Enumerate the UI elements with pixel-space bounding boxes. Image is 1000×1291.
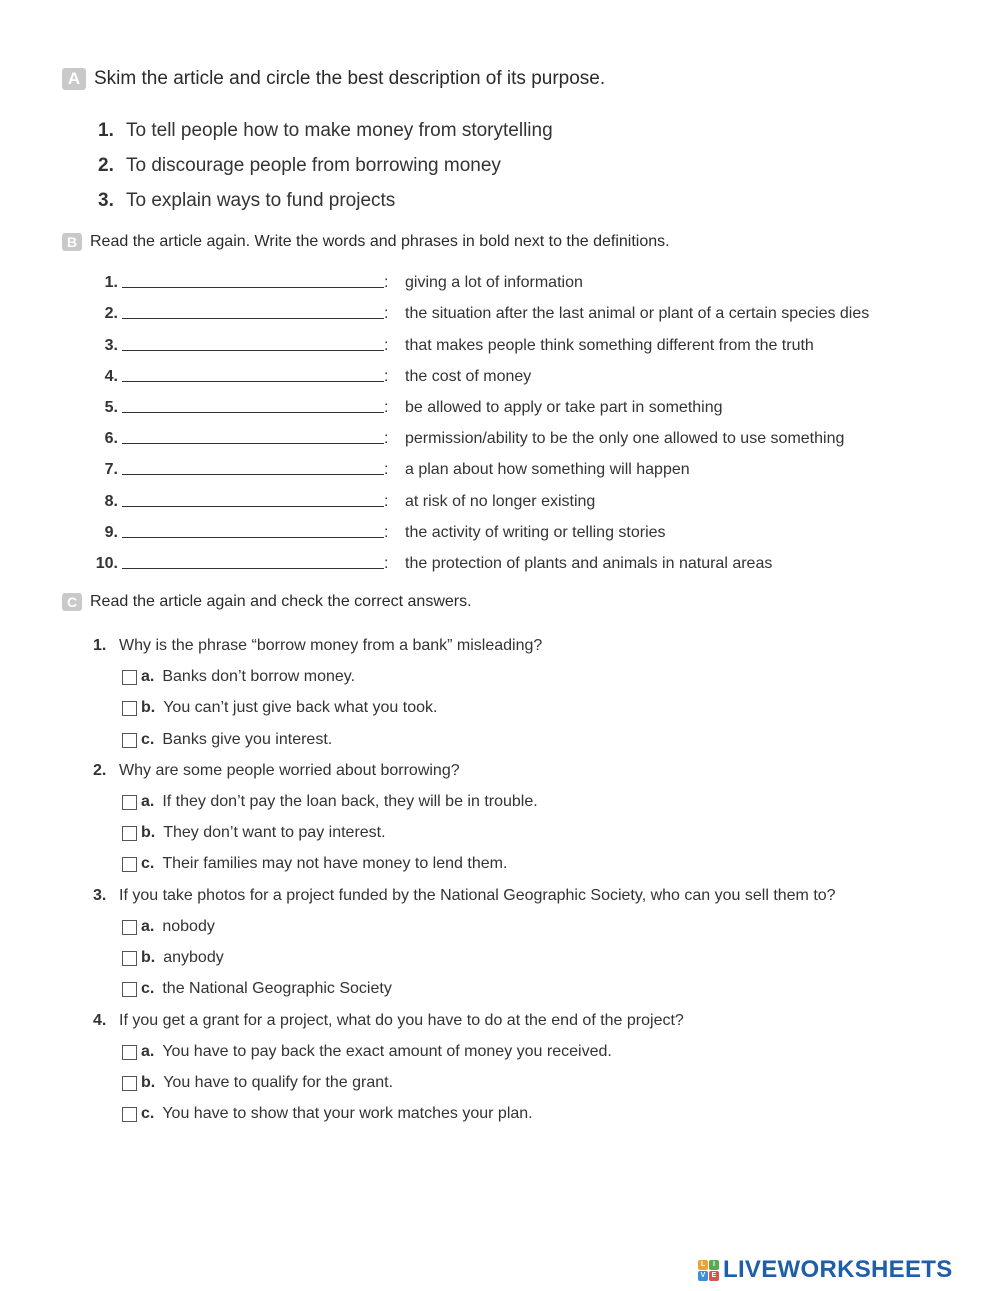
answer-option[interactable] [122, 1074, 393, 1092]
option-letter: c. [141, 980, 155, 997]
checkbox-icon[interactable] [122, 1045, 137, 1060]
logo-tile-icon: L [698, 1260, 708, 1270]
separator: : [384, 368, 389, 385]
section-a-header [62, 68, 605, 90]
question-number: 4. [93, 1012, 107, 1029]
answer-option[interactable] [122, 1105, 533, 1123]
definition-number: 10. [95, 555, 118, 572]
question-text: If you get a grant for a project, what do you have to do at the end of the project? [119, 1012, 684, 1029]
answer-option[interactable] [122, 1043, 612, 1061]
option-letter: b. [141, 824, 156, 841]
section-c-badge: C [62, 593, 82, 611]
option-text: If they don’t pay the loan back, they will be in trouble. [162, 793, 538, 810]
definition-number: 8. [104, 493, 118, 510]
definition-number: 2. [104, 305, 118, 322]
answer-blank[interactable] [122, 350, 384, 351]
separator: : [384, 337, 389, 354]
answer-option[interactable] [122, 668, 355, 686]
answer-blank[interactable] [122, 318, 384, 319]
answer-option[interactable] [122, 731, 332, 749]
option-text: Banks give you interest. [162, 731, 333, 748]
answer-blank[interactable] [122, 381, 384, 382]
section-c-header [62, 593, 472, 611]
question-number: 2. [93, 762, 107, 779]
logo-tile-icon: I [709, 1260, 719, 1270]
answer-blank[interactable] [122, 537, 384, 538]
question [93, 637, 542, 655]
definition-text: the cost of money [405, 368, 532, 385]
option-number: 3. [98, 190, 114, 211]
definition-number: 6. [104, 430, 118, 447]
option-letter: b. [141, 699, 156, 716]
answer-blank[interactable] [122, 474, 384, 475]
definition-number: 3. [104, 337, 118, 354]
definition-number: 5. [104, 399, 118, 416]
question [93, 1012, 684, 1030]
separator: : [384, 493, 389, 510]
checkbox-icon[interactable] [122, 920, 137, 935]
option-text: You have to qualify for the grant. [163, 1074, 394, 1091]
logo-tile-icon: E [709, 1271, 719, 1281]
logo-tile-icon: V [698, 1271, 708, 1281]
question-text: Why are some people worried about borrowing? [119, 762, 460, 779]
option-letter: c. [141, 855, 155, 872]
option-letter: c. [141, 731, 155, 748]
question [93, 762, 460, 780]
definition-number: 9. [104, 524, 118, 541]
definition-text: at risk of no longer existing [405, 493, 596, 510]
option-number: 2. [98, 155, 114, 176]
option-text: You have to show that your work matches your plan. [162, 1105, 533, 1122]
section-b-instruction: Read the article again. Write the words and phrases in bold next to the definitions. [90, 233, 670, 250]
liveworksheets-logo[interactable] [698, 1256, 953, 1284]
definition-text: giving a lot of information [405, 274, 583, 291]
option-text: the National Geographic Society [162, 980, 392, 997]
separator: : [384, 305, 389, 322]
section-a-instruction: Skim the article and circle the best description of its purpose. [94, 68, 606, 89]
checkbox-icon[interactable] [122, 982, 137, 997]
option-letter: b. [141, 1074, 156, 1091]
option-letter: b. [141, 949, 156, 966]
definition-number: 7. [104, 461, 118, 478]
section-b-header [62, 233, 670, 251]
definition-text: the activity of writing or telling stories [405, 524, 666, 541]
option-text: They don’t want to pay interest. [163, 824, 386, 841]
checkbox-icon[interactable] [122, 1076, 137, 1091]
question-number: 1. [93, 637, 107, 654]
answer-blank[interactable] [122, 412, 384, 413]
definition-number: 1. [104, 274, 118, 291]
question-number: 3. [93, 887, 107, 904]
option-text: You can’t just give back what you took. [163, 699, 438, 716]
logo-mark-icon [698, 1260, 719, 1281]
definition-number: 4. [104, 368, 118, 385]
checkbox-icon[interactable] [122, 795, 137, 810]
option-letter: a. [141, 668, 155, 685]
answer-option[interactable] [122, 918, 215, 936]
answer-blank[interactable] [122, 568, 384, 569]
option-text: To tell people how to make money from storytelling [126, 120, 553, 141]
option-text: To explain ways to fund projects [126, 190, 396, 211]
separator: : [384, 461, 389, 478]
purpose-option[interactable] [98, 155, 501, 177]
checkbox-icon[interactable] [122, 1107, 137, 1122]
checkbox-icon[interactable] [122, 701, 137, 716]
purpose-option[interactable] [98, 190, 395, 212]
purpose-option[interactable] [98, 120, 553, 142]
answer-option[interactable] [122, 824, 386, 842]
checkbox-icon[interactable] [122, 951, 137, 966]
answer-option[interactable] [122, 949, 224, 967]
section-a-badge: A [62, 68, 86, 90]
definition-text: permission/ability to be the only one allowed to use something [405, 430, 845, 447]
answer-option[interactable] [122, 855, 507, 873]
option-text: anybody [163, 949, 224, 966]
checkbox-icon[interactable] [122, 857, 137, 872]
option-text: You have to pay back the exact amount of money you received. [162, 1043, 612, 1060]
section-b-badge: B [62, 233, 82, 251]
checkbox-icon[interactable] [122, 670, 137, 685]
checkbox-icon[interactable] [122, 826, 137, 841]
logo-text: LIVEWORKSHEETS [723, 1256, 953, 1283]
option-number: 1. [98, 120, 114, 141]
question [93, 887, 836, 905]
option-text: Their families may not have money to lend them. [162, 855, 508, 872]
separator: : [384, 430, 389, 447]
definition-text: be allowed to apply or take part in something [405, 399, 723, 416]
separator: : [384, 274, 389, 291]
definition-text: the situation after the last animal or plant of a certain species dies [405, 305, 870, 322]
question-text: Why is the phrase “borrow money from a bank” misleading? [119, 637, 543, 654]
section-c-instruction: Read the article again and check the correct answers. [90, 593, 472, 610]
option-letter: a. [141, 793, 155, 810]
separator: : [384, 555, 389, 572]
separator: : [384, 399, 389, 416]
option-letter: a. [141, 1043, 155, 1060]
option-letter: a. [141, 918, 155, 935]
answer-option[interactable] [122, 980, 392, 998]
option-text: To discourage people from borrowing money [126, 155, 501, 176]
question-text: If you take photos for a project funded by the National Geographic Society, who can you sell them to? [119, 887, 836, 904]
option-text: Banks don’t borrow money. [162, 668, 356, 685]
answer-option[interactable] [122, 793, 538, 811]
answer-option[interactable] [122, 699, 437, 717]
option-letter: c. [141, 1105, 155, 1122]
separator: : [384, 524, 389, 541]
answer-blank[interactable] [122, 443, 384, 444]
definition-text: a plan about how something will happen [405, 461, 690, 478]
checkbox-icon[interactable] [122, 733, 137, 748]
definition-text: that makes people think something different from the truth [405, 337, 814, 354]
option-text: nobody [162, 918, 215, 935]
answer-blank[interactable] [122, 287, 384, 288]
definition-text: the protection of plants and animals in natural areas [405, 555, 773, 572]
answer-blank[interactable] [122, 506, 384, 507]
